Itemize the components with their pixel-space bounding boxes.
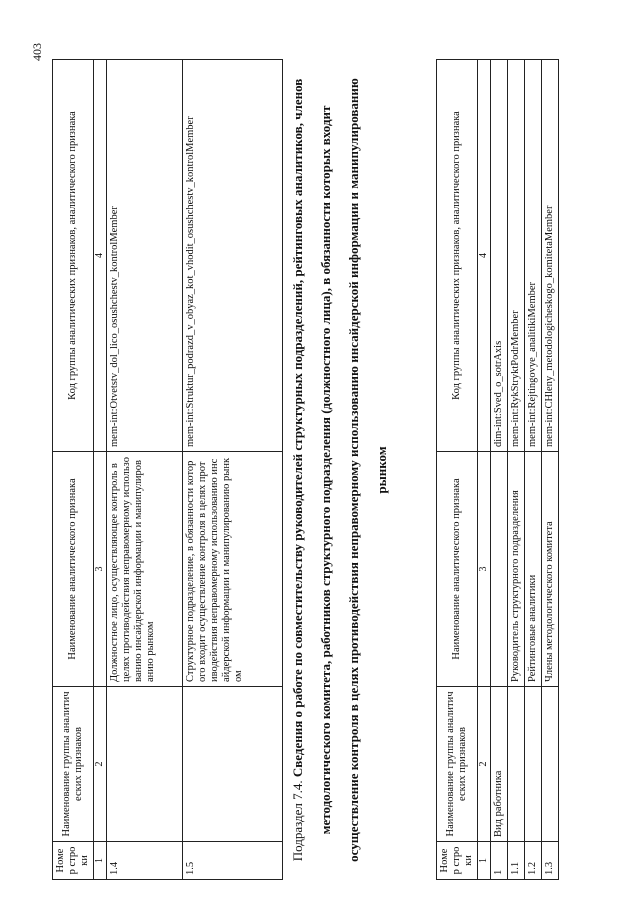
group-name-cell bbox=[525, 687, 542, 842]
attribute-code-cell: mem-int:Struktur_podrazd_v_obyaz_kot_vhodit_osushchestv_kontrolMember bbox=[183, 60, 283, 452]
header-cell: Наименование аналитического признака bbox=[437, 452, 478, 687]
row-number: 1.5 bbox=[183, 842, 283, 880]
column-number: 4 bbox=[94, 60, 107, 452]
column-number-row bbox=[94, 60, 107, 880]
subsection-heading bbox=[284, 60, 396, 880]
group-name-cell bbox=[107, 687, 183, 842]
group-name-cell bbox=[183, 687, 283, 842]
attribute-code-cell: mem-int:RykStryktPodrMember bbox=[508, 60, 525, 452]
column-number-row bbox=[478, 60, 491, 880]
table-header-row bbox=[437, 60, 478, 880]
row-number: 1.4 bbox=[107, 842, 183, 880]
table-attributes-top bbox=[52, 59, 283, 880]
column-number: 1 bbox=[478, 842, 491, 880]
column-number: 3 bbox=[94, 452, 107, 687]
attribute-code-cell: mem-int:CHleny_metodologicheskogo_komitetaMember bbox=[542, 60, 559, 452]
attribute-code-cell: dim-int:Sved_o_sotrAxis bbox=[491, 60, 508, 452]
column-number: 2 bbox=[478, 687, 491, 842]
header-cell: Код группы аналитических признаков, аналитического признака bbox=[437, 60, 478, 452]
header-cell: Наименование аналитического признака bbox=[53, 452, 94, 687]
table-row bbox=[525, 60, 542, 880]
column-number: 3 bbox=[478, 452, 491, 687]
header-cell: Номер строки bbox=[53, 842, 94, 880]
group-name-cell bbox=[508, 687, 525, 842]
attribute-name-cell: Должностное лицо, осуществляющее контроль в целях противодействия неправомерному использованию инсайдерской информации и манипулированию рынком bbox=[107, 452, 183, 687]
column-number: 2 bbox=[94, 687, 107, 842]
attribute-code-cell: mem-int:Otvetstv_dol_lico_osushchestv_kontrolMember bbox=[107, 60, 183, 452]
column-number: 4 bbox=[478, 60, 491, 452]
row-number: 1 bbox=[491, 842, 508, 880]
table-header-row bbox=[53, 60, 94, 880]
table-row bbox=[542, 60, 559, 880]
table-row bbox=[491, 60, 508, 880]
attribute-name-cell bbox=[491, 452, 508, 687]
header-cell: Наименование группы аналитических признаков bbox=[53, 687, 94, 842]
group-name-cell: Вид работника bbox=[491, 687, 508, 842]
attribute-code-cell: mem-int:Rejtingovye_analitikiMember bbox=[525, 60, 542, 452]
subsection-number: Подраздел 7.4. bbox=[290, 780, 305, 862]
header-cell: Код группы аналитических признаков, аналитического признака bbox=[53, 60, 94, 452]
row-number: 1.1 bbox=[508, 842, 525, 880]
page-number: 403 bbox=[30, 43, 44, 61]
rotated-page bbox=[30, 35, 610, 880]
subsection-title: Сведения о работе по совместительству руководителей структурных подразделений, рейтинговых аналитиков, членов методологического комитета, работников структурного подразделения (должностного лица), в обязанности которых входит осуществление контроля в целях противодействия неправомерному использованию инсайдерской информации и манипулированию рынком bbox=[290, 78, 389, 862]
row-number: 1.2 bbox=[525, 842, 542, 880]
attribute-name-cell: Члены методологического комитета bbox=[542, 452, 559, 687]
header-cell: Наименование группы аналитических признаков bbox=[437, 687, 478, 842]
group-name-cell bbox=[542, 687, 559, 842]
attribute-name-cell: Структурное подразделение, в обязанности которого входит осуществление контроля в целях противодействия неправомерному использованию инсайдерской информации и манипулированию рынком bbox=[183, 452, 283, 687]
attribute-name-cell: Руководитель структурного подразделения bbox=[508, 452, 525, 687]
column-number: 1 bbox=[94, 842, 107, 880]
table-row bbox=[107, 60, 183, 880]
table-row bbox=[183, 60, 283, 880]
table-row bbox=[508, 60, 525, 880]
attribute-name-cell: Рейтинговые аналитики bbox=[525, 452, 542, 687]
table-attributes-bottom bbox=[436, 59, 559, 880]
header-cell: Номер строки bbox=[437, 842, 478, 880]
row-number: 1.3 bbox=[542, 842, 559, 880]
